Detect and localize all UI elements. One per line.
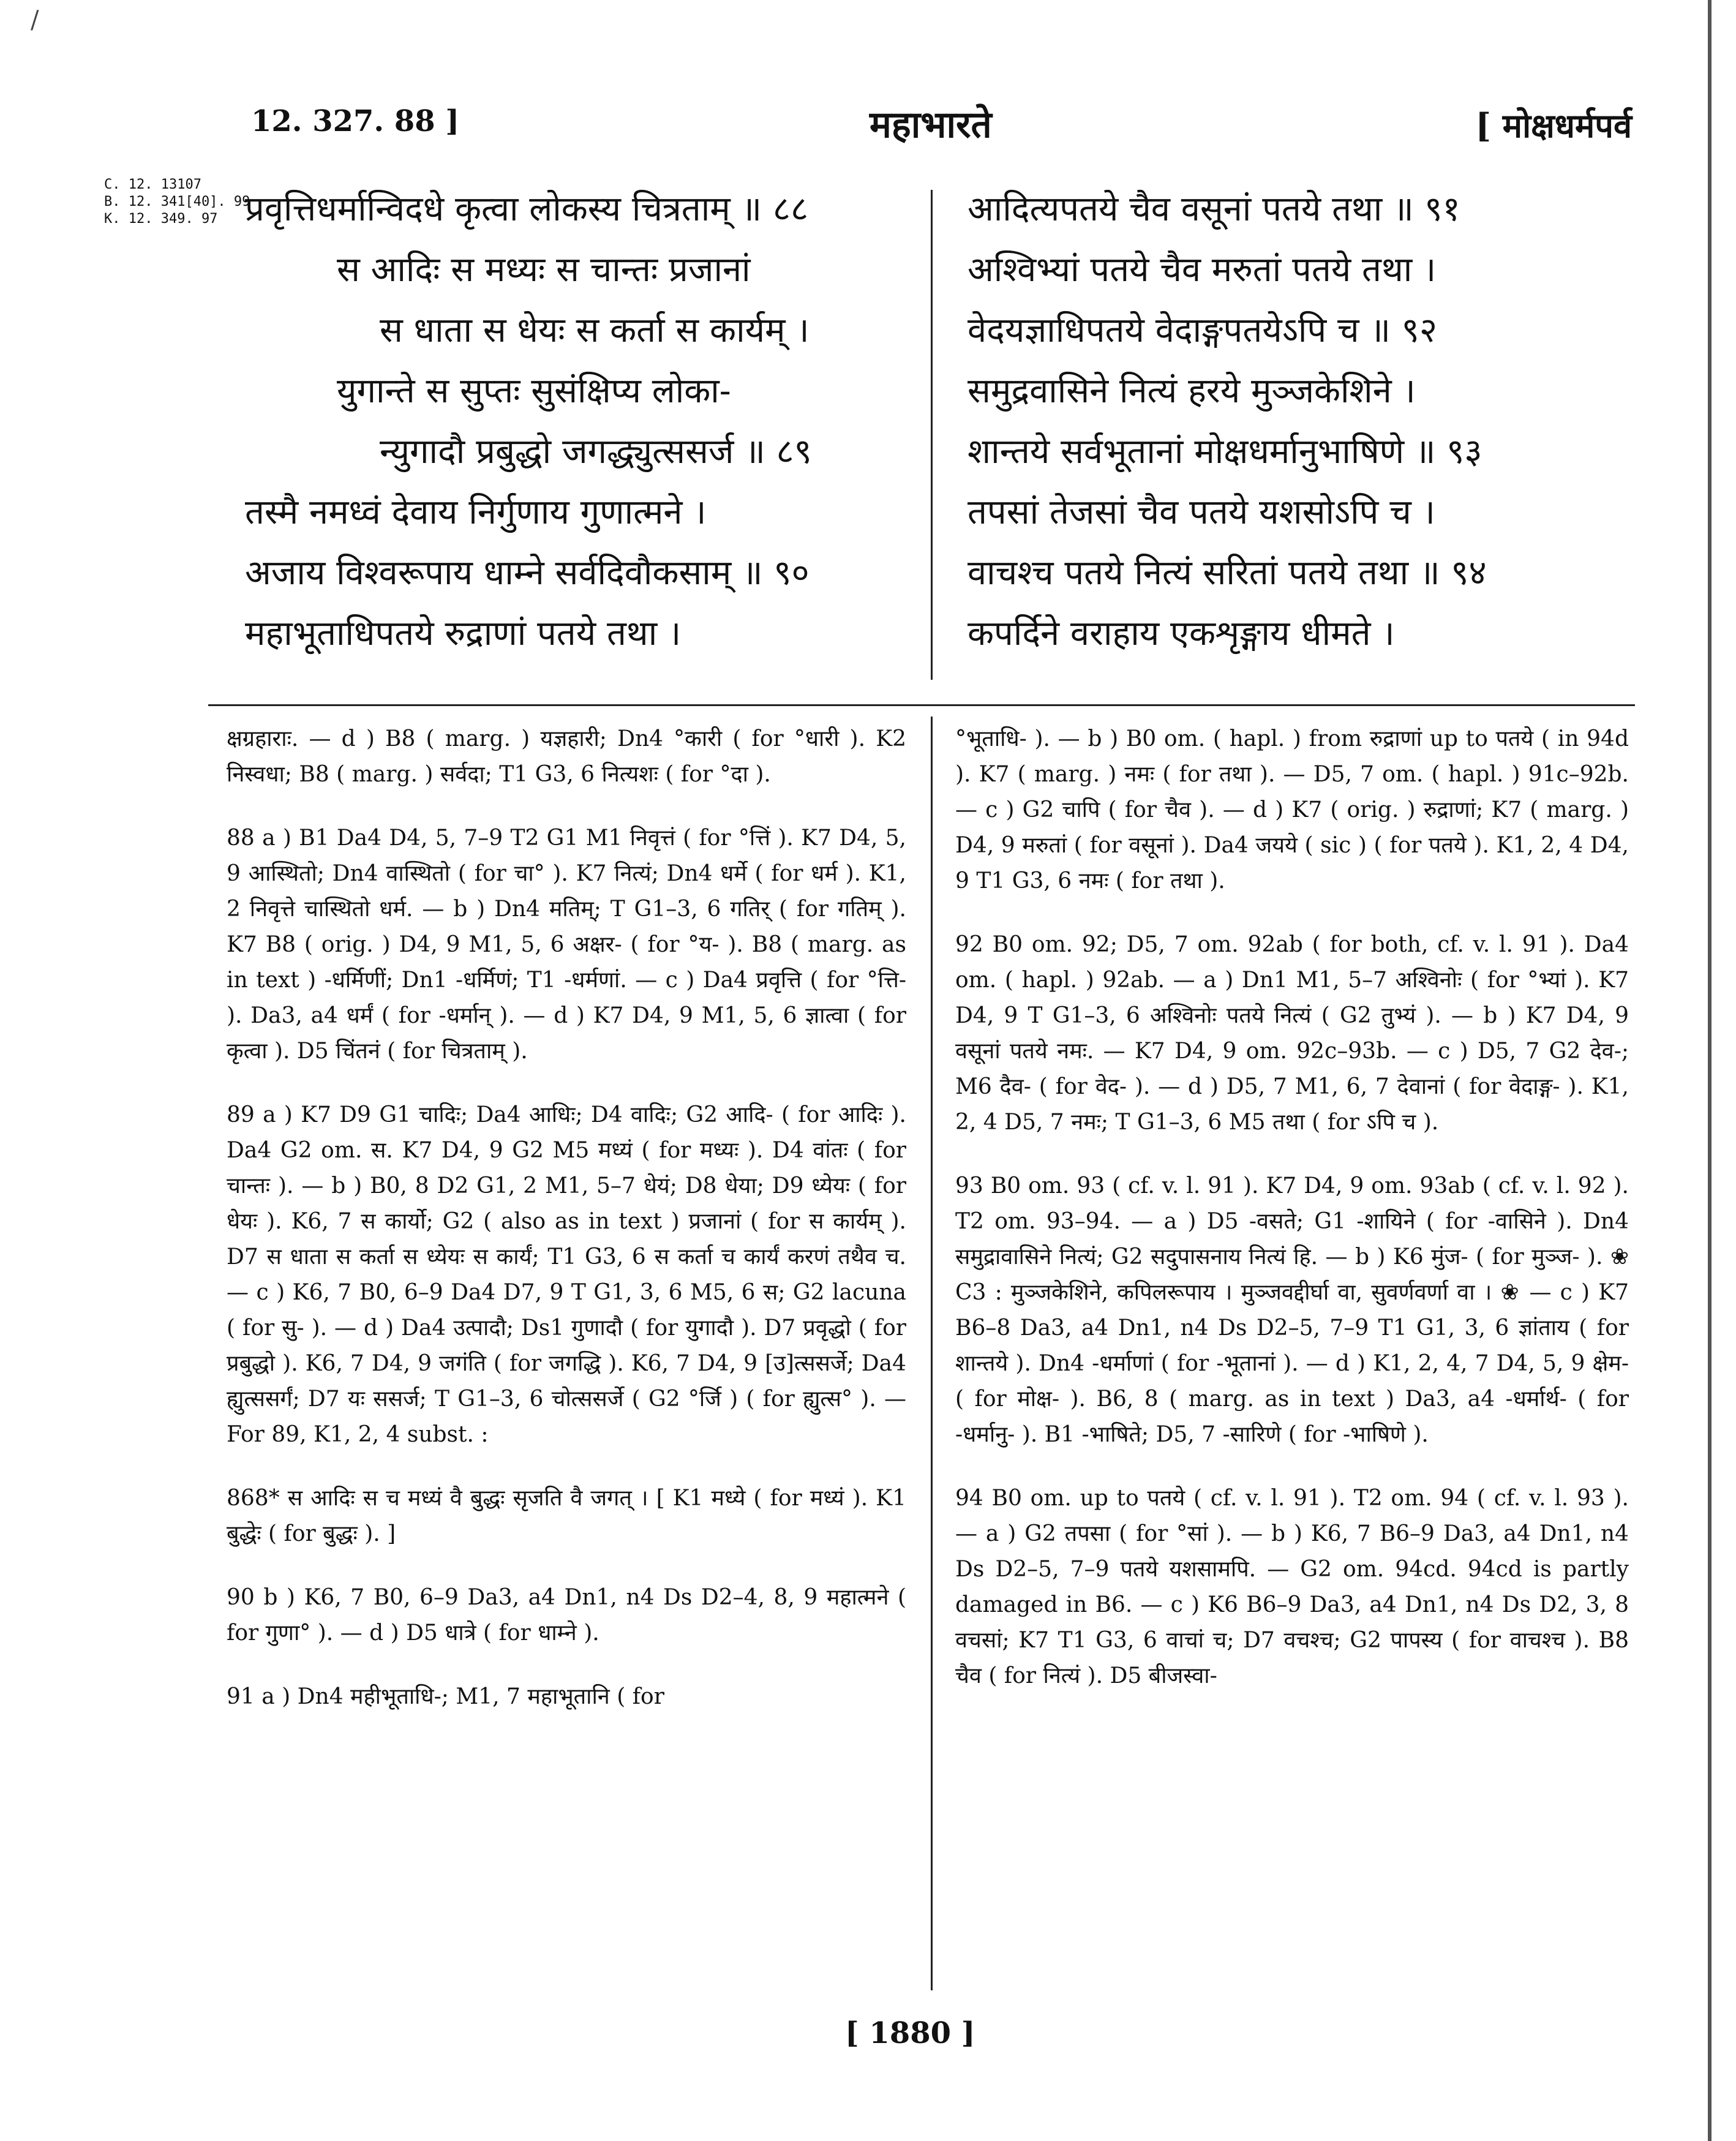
- verse-line: तस्मै नमध्वं देवाय निर्गुणाय गुणात्मने ।: [245, 492, 707, 532]
- verse-line: अजाय विश्वरूपाय धाम्ने सर्वदिवौकसाम् ॥ ९०: [245, 553, 810, 593]
- header-parvan: [ मोक्षधर्मपर्व: [1475, 106, 1632, 145]
- apparatus-note: 91 a ) Dn4 महीभूताधि-; M1, 7 महाभूतानि ( for: [227, 1684, 664, 1709]
- header-verse-reference: 12. 327. 88 ]: [251, 104, 460, 138]
- scan-margin-edge: [1708, 0, 1712, 2141]
- corner-mark: /: [31, 6, 39, 34]
- apparatus-note: 94 B0 om. up to पतये ( cf. v. l. 91 ). T2 om. 94 ( cf. v. l. 93 ). — a ) G2 तपसा ( for °सां ). — b ) K6, 7 B6–9 Da3, a4 Dn1, n4 Ds D2–5, 7–9 पतये यशसामपि. — G2 om. 94cd. 94cd is partly damaged in B6. — c ) K6 B6–9 Da3, a4 Dn1, n4 Ds D2, 3, 8 वचसां; K7 T1 G3, 6 वाचां च; D7 वचश्च; G2 पापस्य ( for वाचश्च ). B8 चैव ( for नित्यं ). D5 बीजस्वा-: [955, 1486, 1629, 1688]
- page-header: [0, 98, 1736, 165]
- apparatus-note: 92 B0 om. 92; D5, 7 om. 92ab ( for both, cf. v. l. 91 ). Da4 om. ( hapl. ) 92ab. — a ) Dn1 M1, 5–7 अश्विनोः ( for °भ्यां ). K7 D4, 9 T G1–3, 6 अश्विनोः पतये नित्यं ( G2 तुभ्यं ). — b ) K7 D4, 9 वसूनां पतये नमः. — K7 D4, 9 om. 92c–93b. — c ) D5, 7 G2 देव-; M6 दैव- ( for वेद- ). — d ) D5, 7 M1, 6, 7 देवानां ( for वेदाङ्ग- ). K1, 2, 4 D5, 7 नमः; T G1–3, 6 M5 तथा ( for ऽपि च ).: [955, 932, 1629, 1135]
- verse-line: अश्विभ्यां पतये चैव मरुतां पतये तथा ।: [968, 250, 1437, 290]
- verse-line: वाचश्च पतये नित्यं सरितां पतये तथा ॥ ९४: [968, 553, 1487, 593]
- verse-line: तपसां तेजसां चैव पतये यशसोऽपि च ।: [968, 492, 1435, 532]
- header-title: महाभारते: [870, 103, 992, 146]
- reference-kumbhakonam: K. 12. 349. 97: [104, 211, 218, 227]
- verse-line: शान्तये सर्वभूतानां मोक्षधर्मानुभाषिणे ॥ ९३: [968, 432, 1482, 472]
- apparatus-note: 868* स आदिः स च मध्यं वै बुद्धः सृजति वै जगत् । [ K1 मध्ये ( for मध्यं ). K1 बुद्धेः ( for बुद्धः ). ]: [227, 1486, 906, 1546]
- verse-column-divider: [931, 190, 933, 680]
- verse-line: कपर्दिने वराहाय एकशृङ्गाय धीमते ।: [968, 614, 1395, 653]
- verse-line: युगान्ते स सुप्तः सुसंक्षिप्य लोका-: [337, 371, 731, 411]
- verses-left-column: [245, 179, 931, 664]
- apparatus-note: °भूताधि- ). — b ) B0 om. ( hapl. ) from रुद्राणां up to पतये ( in 94d ). K7 ( marg. ) नमः ( for तथा ). — D5, 7 om. ( hapl. ) 91c–92b. — c ) G2 चापि ( for चैव ). — d ) K7 ( orig. ) रुद्राणां; K7 ( marg. ) D4, 9 मरुतां ( for वसूनां ). Da4 जयये ( sic ) ( for पतये ). K1, 2, 4 D4, 9 T1 G3, 6 नमः ( for तथा ).: [955, 726, 1629, 894]
- apparatus-note: 89 a ) K7 D9 G1 चादिः; Da4 आधिः; D4 वादिः; G2 आदि- ( for आदिः ). Da4 G2 om. स. K7 D4, 9 G2 M5 मध्यं ( for मध्यः ). D4 वांतः ( for चान्तः ). — b ) B0, 8 D2 G1, 2 M1, 5–7 धेयं; D8 धेया; D9 ध्येयः ( for धेयः ). K6, 7 स कार्यो; G2 ( also as in text ) प्रजानां ( for स कार्यम् ). D7 स धाता स कर्ता स ध्येयः स कार्यं; T1 G3, 6 स कर्ता च कार्यं करणं तथैव च. — c ) K6, 7 B0, 6–9 Da4 D7, 9 T G1, 3, 6 M5, 6 स; G2 lacuna ( for सु- ). — d ) Da4 उत्पादौ; Ds1 गुणादौ ( for युगादौ ). D7 प्रवृद्धो ( for प्रबुद्धो ). K6, 7 D4, 9 जगंति ( for जगद्धि ). K6, 7 D4, 9 [उ]त्ससर्जे; Da4 ह्युत्ससर्गं; D7 यः ससर्ज; T G1–3, 6 चोत्ससर्जे ( G2 °र्जि ) ( for ह्युत्स° ). — For 89, K1, 2, 4 subst. :: [227, 1102, 906, 1447]
- apparatus-right-column: [955, 721, 1629, 1722]
- apparatus-note: 88 a ) B1 Da4 D4, 5, 7–9 T2 G1 M1 निवृत्तं ( for °त्तिं ). K7 D4, 5, 9 आस्थितो; Dn4 वास्थितो ( for चा° ). K7 नित्यं; Dn4 धर्मे ( for धर्म ). K1, 2 निवृत्ते चास्थितो धर्म. — b ) Dn4 मतिम्; T G1–3, 6 गतिर् ( for गतिम् ). K7 B8 ( orig. ) D4, 9 M1, 5, 6 अक्षर- ( for °य- ). B8 ( marg. as in text ) -धर्मिणीं; Dn1 -धर्मिणं; T1 -धर्मणां. — c ) Da4 प्रवृत्ति ( for °त्ति- ). Da3, a4 धर्मं ( for -धर्मान् ). — d ) K7 D4, 9 M1, 5, 6 ज्ञात्वा ( for कृत्वा ). D5 चिंतनं ( for चित्रताम् ).: [227, 826, 906, 1064]
- apparatus-column-divider: [931, 717, 933, 1990]
- apparatus-separator: [208, 704, 1635, 706]
- verse-line: प्रवृत्तिधर्मान्विदधे कृत्वा लोकस्य चित्रताम् ॥ ८८: [245, 189, 809, 229]
- apparatus-note: क्षग्रहाराः. — d ) B8 ( marg. ) यज्ञहारी; Dn4 °कारी ( for °धारी ). K2 निस्वधा; B8 ( marg. ) सर्वदा; T1 G3, 6 नित्यशः ( for °दा ).: [227, 726, 906, 787]
- verse-line: आदित्यपतये चैव वसूनां पतये तथा ॥ ९१: [968, 189, 1460, 229]
- verse-line: न्युगादौ प्रबुद्धो जगद्ध्युत्ससर्ज ॥ ८९: [380, 432, 812, 472]
- reference-bombay: B. 12. 341[40]. 99: [104, 194, 250, 209]
- verse-line: वेदयज्ञाधिपतये वेदाङ्गपतयेऽपि च ॥ ९२: [968, 310, 1437, 350]
- apparatus-note: 93 B0 om. 93 ( cf. v. l. 91 ). K7 D4, 9 om. 93ab ( cf. v. l. 92 ). T2 om. 93–94. — a ) D5 -वसते; G1 -शायिने ( for -वासिने ). Dn4 समुद्रावासिने नित्यं; G2 सदुपासनाय नित्यं हि. — b ) K6 मुंज- ( for मुञ्ज- ). ❀ C3 : मुञ्जकेशिने, कपिलरूपाय । मुञ्जवद्दीर्घा वा, सुवर्णवर्णा वा । ❀ — c ) K7 B6–8 Da3, a4 Dn1, n4 Ds D2–5, 7–9 T1 G1, 3, 6 ज्ञांताय ( for शान्तये ). Dn4 -धर्माणां ( for -भूतानां ). — d ) K1, 2, 4, 7 D4, 5, 9 क्षेम- ( for मोक्ष- ). B6, 8 ( marg. as in text ) Da3, a4 -धर्मार्थ- ( for -धर्मानु- ). B1 -भाषिते; D5, 7 -सारिणे ( for -भाषिणे ).: [955, 1173, 1629, 1447]
- page-number: [ 1880 ]: [845, 2016, 975, 2050]
- verses-right-column: [968, 179, 1635, 664]
- verse-line: स आदिः स मध्यः स चान्तः प्रजानां: [337, 250, 751, 290]
- apparatus-left-column: [227, 721, 906, 1743]
- concordance-references: [104, 176, 250, 228]
- verse-line: स धाता स धेयः स कर्ता स कार्यम् ।: [380, 310, 810, 350]
- reference-calcutta: C. 12. 13107: [104, 177, 201, 192]
- verse-line: समुद्रवासिने नित्यं हरये मुञ्जकेशिने ।: [968, 371, 1416, 411]
- verse-line: महाभूताधिपतये रुद्राणां पतये तथा ।: [245, 614, 682, 653]
- apparatus-note: 90 b ) K6, 7 B0, 6–9 Da3, a4 Dn1, n4 Ds D2–4, 8, 9 महात्मने ( for गुणा° ). — d ) D5 धात्रे ( for धाम्ने ).: [227, 1585, 906, 1646]
